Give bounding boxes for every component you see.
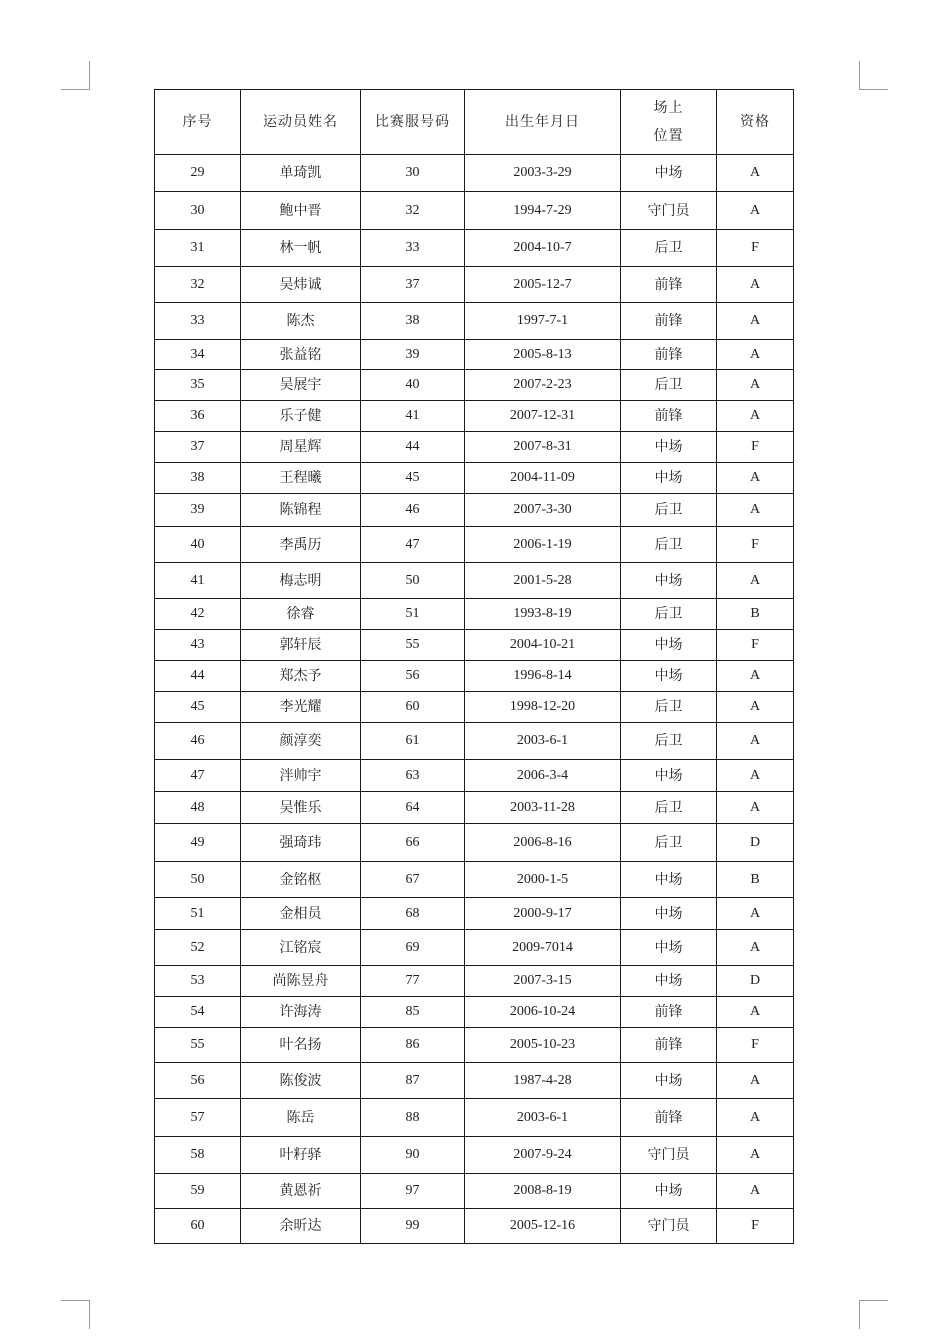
cell-position: 前锋 [621,401,717,432]
cell-athlete-name: 徐睿 [241,599,361,630]
cell-jersey-number: 44 [361,432,465,463]
cell-athlete-name: 吴展宇 [241,370,361,401]
cell-jersey-number: 45 [361,463,465,494]
cell-jersey-number: 77 [361,966,465,997]
cell-birth-date: 2006-10-24 [465,997,621,1028]
table-row [155,463,794,494]
cell-birth-date: 2003-6-1 [465,1099,621,1137]
cell-birth-date: 2004-10-21 [465,630,621,661]
cell-qualification: A [717,760,794,792]
cell-athlete-name: 吴炜诚 [241,267,361,303]
cell-jersey-number: 46 [361,494,465,527]
cell-jersey-number: 66 [361,824,465,862]
cell-position: 后卫 [621,692,717,723]
cell-athlete-name: 江铭宸 [241,930,361,966]
cell-athlete-name: 许海涛 [241,997,361,1028]
cell-birth-date: 2005-8-13 [465,340,621,370]
cell-birth-date: 2007-3-15 [465,966,621,997]
cell-qualification: A [717,1099,794,1137]
cell-jersey-number: 60 [361,692,465,723]
cell-serial: 40 [155,527,241,563]
cell-position: 后卫 [621,527,717,563]
cell-qualification: F [717,527,794,563]
cell-position: 守门员 [621,192,717,230]
cell-jersey-number: 50 [361,563,465,599]
cell-jersey-number: 99 [361,1209,465,1244]
header-serial: 序号 [155,90,241,155]
crop-mark-top-left [61,61,90,90]
cell-athlete-name: 郑杰予 [241,661,361,692]
cell-qualification: F [717,432,794,463]
cell-athlete-name: 金铭枢 [241,862,361,898]
table-row [155,1099,794,1137]
cell-serial: 36 [155,401,241,432]
cell-jersey-number: 61 [361,723,465,760]
cell-qualification: A [717,1063,794,1099]
cell-position: 后卫 [621,230,717,267]
cell-qualification: F [717,230,794,267]
cell-athlete-name: 叶名扬 [241,1028,361,1063]
cell-position: 中场 [621,1063,717,1099]
table-row [155,630,794,661]
cell-jersey-number: 37 [361,267,465,303]
cell-qualification: A [717,661,794,692]
cell-birth-date: 1987-4-28 [465,1063,621,1099]
cell-jersey-number: 30 [361,155,465,192]
cell-birth-date: 2000-9-17 [465,898,621,930]
cell-birth-date: 1998-12-20 [465,692,621,723]
cell-serial: 46 [155,723,241,760]
header-birth-date: 出生年月日 [465,90,621,155]
cell-athlete-name: 余昕达 [241,1209,361,1244]
cell-serial: 59 [155,1174,241,1209]
cell-qualification: A [717,1174,794,1209]
cell-jersey-number: 87 [361,1063,465,1099]
cell-jersey-number: 41 [361,401,465,432]
cell-position: 中场 [621,1174,717,1209]
cell-jersey-number: 47 [361,527,465,563]
cell-jersey-number: 55 [361,630,465,661]
header-position-line-2: 位置 [653,128,684,144]
cell-position: 前锋 [621,1028,717,1063]
cell-serial: 48 [155,792,241,824]
cell-serial: 41 [155,563,241,599]
table-body [155,155,794,1244]
cell-qualification: A [717,303,794,340]
cell-serial: 38 [155,463,241,494]
cell-position: 后卫 [621,494,717,527]
cell-position: 后卫 [621,723,717,760]
cell-position: 中场 [621,463,717,494]
cell-athlete-name: 梅志明 [241,563,361,599]
cell-serial: 57 [155,1099,241,1137]
cell-birth-date: 2001-5-28 [465,563,621,599]
cell-birth-date: 2005-12-16 [465,1209,621,1244]
table-row [155,792,794,824]
cell-qualification: A [717,340,794,370]
cell-jersey-number: 68 [361,898,465,930]
cell-position: 后卫 [621,599,717,630]
cell-qualification: A [717,898,794,930]
table-row [155,192,794,230]
cell-qualification: A [717,723,794,760]
cell-athlete-name: 黄恩祈 [241,1174,361,1209]
table-row [155,723,794,760]
cell-birth-date: 2006-3-4 [465,760,621,792]
cell-athlete-name: 林一帆 [241,230,361,267]
table-row [155,155,794,192]
table-row [155,432,794,463]
cell-jersey-number: 56 [361,661,465,692]
cell-athlete-name: 李光耀 [241,692,361,723]
cell-qualification: A [717,370,794,401]
cell-athlete-name: 郭轩辰 [241,630,361,661]
cell-birth-date: 2006-1-19 [465,527,621,563]
cell-birth-date: 2000-1-5 [465,862,621,898]
cell-serial: 60 [155,1209,241,1244]
header-jersey-number: 比赛服号码 [361,90,465,155]
cell-qualification: A [717,401,794,432]
table-row [155,303,794,340]
cell-jersey-number: 90 [361,1137,465,1174]
table-row [155,1063,794,1099]
cell-jersey-number: 88 [361,1099,465,1137]
cell-qualification: A [717,267,794,303]
table-header-row [155,90,794,155]
cell-serial: 55 [155,1028,241,1063]
table-row [155,1028,794,1063]
cell-position: 中场 [621,563,717,599]
cell-jersey-number: 67 [361,862,465,898]
cell-birth-date: 2004-10-7 [465,230,621,267]
cell-qualification: A [717,494,794,527]
cell-qualification: A [717,155,794,192]
cell-athlete-name: 陈岳 [241,1099,361,1137]
cell-position: 中场 [621,966,717,997]
cell-jersey-number: 86 [361,1028,465,1063]
table-row [155,599,794,630]
cell-position: 中场 [621,155,717,192]
cell-serial: 35 [155,370,241,401]
table-row [155,930,794,966]
cell-birth-date: 2003-11-28 [465,792,621,824]
cell-position: 守门员 [621,1209,717,1244]
cell-serial: 52 [155,930,241,966]
cell-qualification: A [717,1137,794,1174]
cell-position: 后卫 [621,370,717,401]
cell-jersey-number: 97 [361,1174,465,1209]
cell-position: 中场 [621,898,717,930]
cell-qualification: A [717,792,794,824]
cell-birth-date: 2009-7014 [465,930,621,966]
cell-position: 前锋 [621,340,717,370]
crop-mark-top-right [859,61,888,90]
cell-birth-date: 2005-10-23 [465,1028,621,1063]
cell-athlete-name: 李禹历 [241,527,361,563]
cell-position: 中场 [621,862,717,898]
table-row [155,824,794,862]
table-row [155,401,794,432]
cell-position: 中场 [621,661,717,692]
cell-jersey-number: 51 [361,599,465,630]
cell-qualification: B [717,599,794,630]
cell-athlete-name: 鲍中晋 [241,192,361,230]
table-row [155,966,794,997]
cell-position: 中场 [621,930,717,966]
cell-birth-date: 2007-8-31 [465,432,621,463]
cell-birth-date: 2003-3-29 [465,155,621,192]
cell-birth-date: 2006-8-16 [465,824,621,862]
cell-qualification: A [717,930,794,966]
table-row [155,997,794,1028]
cell-qualification: A [717,997,794,1028]
table-row [155,1174,794,1209]
table-row [155,527,794,563]
cell-jersey-number: 33 [361,230,465,267]
cell-serial: 56 [155,1063,241,1099]
cell-jersey-number: 85 [361,997,465,1028]
cell-jersey-number: 39 [361,340,465,370]
cell-birth-date: 1997-7-1 [465,303,621,340]
cell-serial: 33 [155,303,241,340]
table-row [155,898,794,930]
cell-athlete-name: 张益铭 [241,340,361,370]
crop-mark-bottom-left [61,1300,90,1329]
cell-serial: 53 [155,966,241,997]
cell-athlete-name: 金相员 [241,898,361,930]
cell-position: 中场 [621,760,717,792]
cell-serial: 32 [155,267,241,303]
cell-serial: 47 [155,760,241,792]
cell-athlete-name: 强琦玮 [241,824,361,862]
cell-position: 后卫 [621,792,717,824]
cell-serial: 30 [155,192,241,230]
table-row [155,862,794,898]
cell-position: 中场 [621,630,717,661]
cell-birth-date: 2007-9-24 [465,1137,621,1174]
cell-serial: 51 [155,898,241,930]
cell-birth-date: 2007-3-30 [465,494,621,527]
cell-athlete-name: 陈锦程 [241,494,361,527]
player-roster-table [154,89,794,1244]
cell-birth-date: 2005-12-7 [465,267,621,303]
cell-athlete-name: 王程曦 [241,463,361,494]
cell-athlete-name: 泮帅宇 [241,760,361,792]
table-row [155,692,794,723]
cell-athlete-name: 周星辉 [241,432,361,463]
cell-qualification: B [717,862,794,898]
cell-serial: 34 [155,340,241,370]
cell-birth-date: 2004-11-09 [465,463,621,494]
cell-qualification: A [717,463,794,494]
cell-birth-date: 1996-8-14 [465,661,621,692]
cell-qualification: F [717,1028,794,1063]
cell-position: 前锋 [621,997,717,1028]
cell-birth-date: 2003-6-1 [465,723,621,760]
cell-jersey-number: 38 [361,303,465,340]
crop-mark-bottom-right [859,1300,888,1329]
cell-qualification: D [717,824,794,862]
cell-athlete-name: 吴惟乐 [241,792,361,824]
header-athlete-name: 运动员姓名 [241,90,361,155]
cell-position: 前锋 [621,303,717,340]
header-position-line-1: 场上 [653,100,684,116]
cell-qualification: A [717,692,794,723]
table-row [155,267,794,303]
cell-position: 前锋 [621,1099,717,1137]
table-row [155,1137,794,1174]
table-row [155,340,794,370]
table-row [155,494,794,527]
cell-jersey-number: 64 [361,792,465,824]
cell-serial: 29 [155,155,241,192]
cell-birth-date: 2007-12-31 [465,401,621,432]
cell-athlete-name: 陈俊波 [241,1063,361,1099]
cell-jersey-number: 69 [361,930,465,966]
cell-serial: 39 [155,494,241,527]
cell-qualification: D [717,966,794,997]
cell-serial: 54 [155,997,241,1028]
cell-position: 中场 [621,432,717,463]
cell-qualification: F [717,1209,794,1244]
table-row [155,1209,794,1244]
cell-birth-date: 2007-2-23 [465,370,621,401]
cell-athlete-name: 尚陈昱舟 [241,966,361,997]
cell-athlete-name: 单琦凯 [241,155,361,192]
cell-serial: 50 [155,862,241,898]
cell-position: 守门员 [621,1137,717,1174]
cell-birth-date: 2008-8-19 [465,1174,621,1209]
cell-birth-date: 1993-8-19 [465,599,621,630]
cell-position: 前锋 [621,267,717,303]
cell-position: 后卫 [621,824,717,862]
cell-athlete-name: 颜淳奕 [241,723,361,760]
cell-serial: 43 [155,630,241,661]
cell-serial: 37 [155,432,241,463]
header-qualification: 资格 [717,90,794,155]
table-row [155,563,794,599]
cell-serial: 45 [155,692,241,723]
cell-serial: 49 [155,824,241,862]
cell-jersey-number: 63 [361,760,465,792]
cell-serial: 58 [155,1137,241,1174]
table-row [155,661,794,692]
cell-serial: 31 [155,230,241,267]
cell-jersey-number: 40 [361,370,465,401]
cell-serial: 42 [155,599,241,630]
cell-athlete-name: 陈杰 [241,303,361,340]
table-row [155,230,794,267]
cell-birth-date: 1994-7-29 [465,192,621,230]
table-row [155,760,794,792]
cell-qualification: A [717,192,794,230]
cell-jersey-number: 32 [361,192,465,230]
cell-qualification: F [717,630,794,661]
cell-serial: 44 [155,661,241,692]
cell-athlete-name: 叶籽驿 [241,1137,361,1174]
table-row [155,370,794,401]
cell-qualification: A [717,563,794,599]
header-position [621,90,717,155]
cell-athlete-name: 乐子健 [241,401,361,432]
